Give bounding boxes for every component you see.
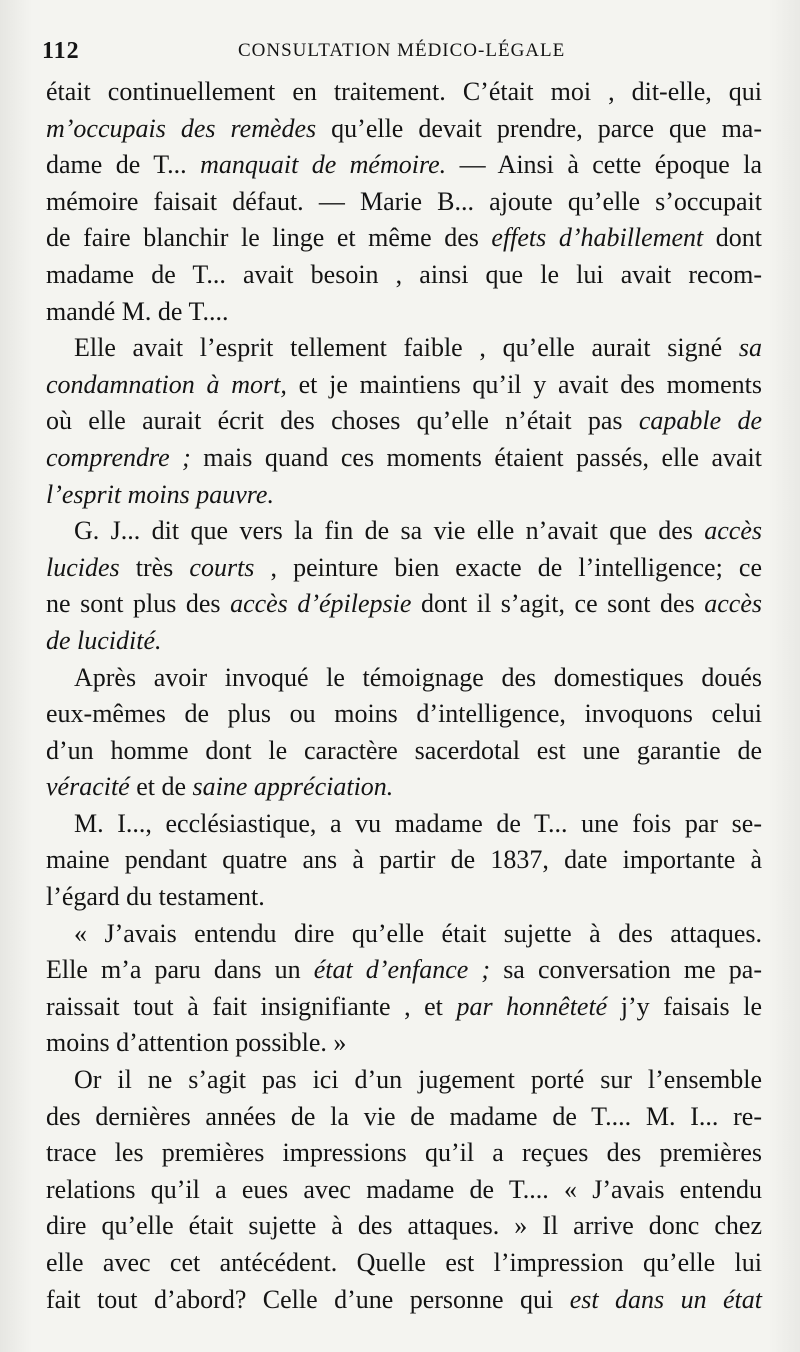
text-line xyxy=(46,367,762,404)
text-line xyxy=(46,1135,762,1172)
text-segment: trace les premières impressions qu’il a reçues des premières xyxy=(46,1138,762,1168)
text-line xyxy=(46,952,762,989)
text-segment: dire qu’elle était sujette à des attaques. » Il arrive donc chez xyxy=(46,1211,762,1241)
text-segment: mandé M. de T.... xyxy=(46,296,229,326)
text-line xyxy=(46,111,762,148)
text-line xyxy=(46,550,762,587)
text-line xyxy=(46,769,762,806)
italic-text: est dans un état xyxy=(569,1284,762,1314)
text-line xyxy=(46,1172,762,1209)
text-line xyxy=(46,1245,762,1282)
italic-text: saine appréciation. xyxy=(192,772,394,802)
text-line xyxy=(46,623,762,660)
text-segment: de faire blanchir le linge et même des xyxy=(46,223,492,253)
text-line xyxy=(46,147,762,184)
text-segment: et je maintiens qu’il y avait des moments xyxy=(286,369,762,399)
text-segment: eux-mêmes de plus ou moins d’intelligence, invoquons celui xyxy=(46,699,762,729)
italic-text: courts xyxy=(189,552,255,582)
text-line xyxy=(46,879,762,916)
text-line xyxy=(46,477,762,514)
text-line xyxy=(46,842,762,879)
text-segment: j’y faisais le xyxy=(607,991,762,1021)
text-segment: mais quand ces moments étaient passés, elle avait xyxy=(190,442,762,472)
text-segment: moins d’attention possible. » xyxy=(46,1028,347,1058)
text-segment: fait tout d’abord? Celle d’une personne qui xyxy=(46,1284,570,1314)
page-number: 112 xyxy=(42,38,80,64)
text-segment: sa conversation me pa- xyxy=(490,955,762,985)
text-segment: maine pendant quatre ans à partir de 1837, date importante à xyxy=(46,845,762,875)
text-segment: ne sont plus des xyxy=(46,589,231,619)
text-line xyxy=(46,184,762,221)
text-segment: des dernières années de la vie de madame de T.... M. I... re- xyxy=(46,1101,762,1131)
text-segment: — Ainsi à cette époque la xyxy=(446,150,763,180)
italic-text: m’occupais des remèdes xyxy=(46,113,317,143)
text-line xyxy=(46,696,762,733)
text-segment: mémoire faisait défaut. — Marie B... ajoute qu’elle s’occupait xyxy=(46,186,762,216)
italic-text: lucides xyxy=(46,552,120,582)
italic-text: accès xyxy=(704,589,762,619)
text-segment: , peinture bien exacte de l’intelligence; ce xyxy=(254,552,763,582)
text-segment: Elle avait l’esprit tellement faible , qu’elle aurait signé xyxy=(74,333,739,363)
text-segment: madame de T... avait besoin , ainsi que le lui avait recom- xyxy=(46,259,762,289)
text-segment: Après avoir invoqué le témoignage des domestiques doués xyxy=(74,662,762,692)
text-line xyxy=(46,257,762,294)
text-segment: où elle aurait écrit des choses qu’elle n’était pas xyxy=(46,406,639,436)
italic-text: manquait de mémoire. xyxy=(200,150,447,180)
text-segment: Or il ne s’agit pas ici d’un jugement porté sur l’ensemble xyxy=(74,1065,762,1095)
text-segment: d’un homme dont le caractère sacerdotal est une garantie de xyxy=(46,735,762,765)
text-line xyxy=(46,660,762,697)
text-segment: dont il s’agit, ce sont des xyxy=(411,589,705,619)
italic-text: effets d’habillement xyxy=(491,223,704,253)
text-line xyxy=(46,1208,762,1245)
text-line xyxy=(46,989,762,1026)
italic-text: accès xyxy=(704,516,762,546)
text-segment: M. I..., ecclésiastique, a vu madame de T... une fois par se- xyxy=(74,808,762,838)
text-line xyxy=(46,294,762,331)
text-line xyxy=(46,586,762,623)
body-text xyxy=(46,74,762,1318)
italic-text: capable de xyxy=(638,406,762,436)
text-line xyxy=(46,440,762,477)
text-segment: et de xyxy=(129,772,193,802)
text-line xyxy=(46,1062,762,1099)
text-line xyxy=(46,806,762,843)
text-segment: l’égard du testament. xyxy=(46,882,265,912)
italic-text: comprendre ; xyxy=(46,442,191,472)
text-line xyxy=(46,916,762,953)
text-segment: était continuellement en traitement. C’était moi , dit-elle, qui xyxy=(46,77,762,106)
text-segment: « J’avais entendu dire qu’elle était sujette à des attaques. xyxy=(74,918,762,948)
italic-text: par honnêteté xyxy=(456,991,608,1021)
text-segment: Elle m’a paru dans un xyxy=(46,955,314,985)
text-segment: très xyxy=(119,552,190,582)
text-segment: relations qu’il a eues avec madame de T.... « J’avais entendu xyxy=(46,1174,762,1204)
running-title: CONSULTATION MÉDICO-LÉGALE xyxy=(238,40,566,61)
text-line xyxy=(46,74,762,111)
italic-text: de lucidité. xyxy=(46,625,162,655)
text-segment: elle avec cet antécédent. Quelle est l’impression qu’elle lui xyxy=(46,1248,762,1277)
text-line xyxy=(46,1099,762,1136)
italic-text: accès d’épilepsie xyxy=(230,589,412,619)
italic-text: condamnation à mort, xyxy=(46,369,287,399)
text-line xyxy=(46,403,762,440)
italic-text: état d’enfance ; xyxy=(313,955,491,985)
text-segment: dame de T... xyxy=(46,150,201,180)
text-segment: dont xyxy=(703,223,763,253)
text-segment: raissait tout à fait insignifiante , et xyxy=(46,991,457,1021)
text-line xyxy=(46,220,762,257)
text-line xyxy=(46,1025,762,1062)
text-segment: G. J... dit que vers la fin de sa vie elle n’avait que des xyxy=(74,516,705,546)
text-line xyxy=(46,733,762,770)
italic-text: l’esprit moins pauvre. xyxy=(46,479,274,509)
text-line xyxy=(46,330,762,367)
italic-text: véracité xyxy=(46,772,130,802)
italic-text: sa xyxy=(738,333,762,363)
page-header xyxy=(42,38,758,74)
text-segment: qu’elle devait prendre, parce que ma- xyxy=(316,113,762,143)
text-line xyxy=(46,1282,762,1319)
text-line xyxy=(46,513,762,550)
